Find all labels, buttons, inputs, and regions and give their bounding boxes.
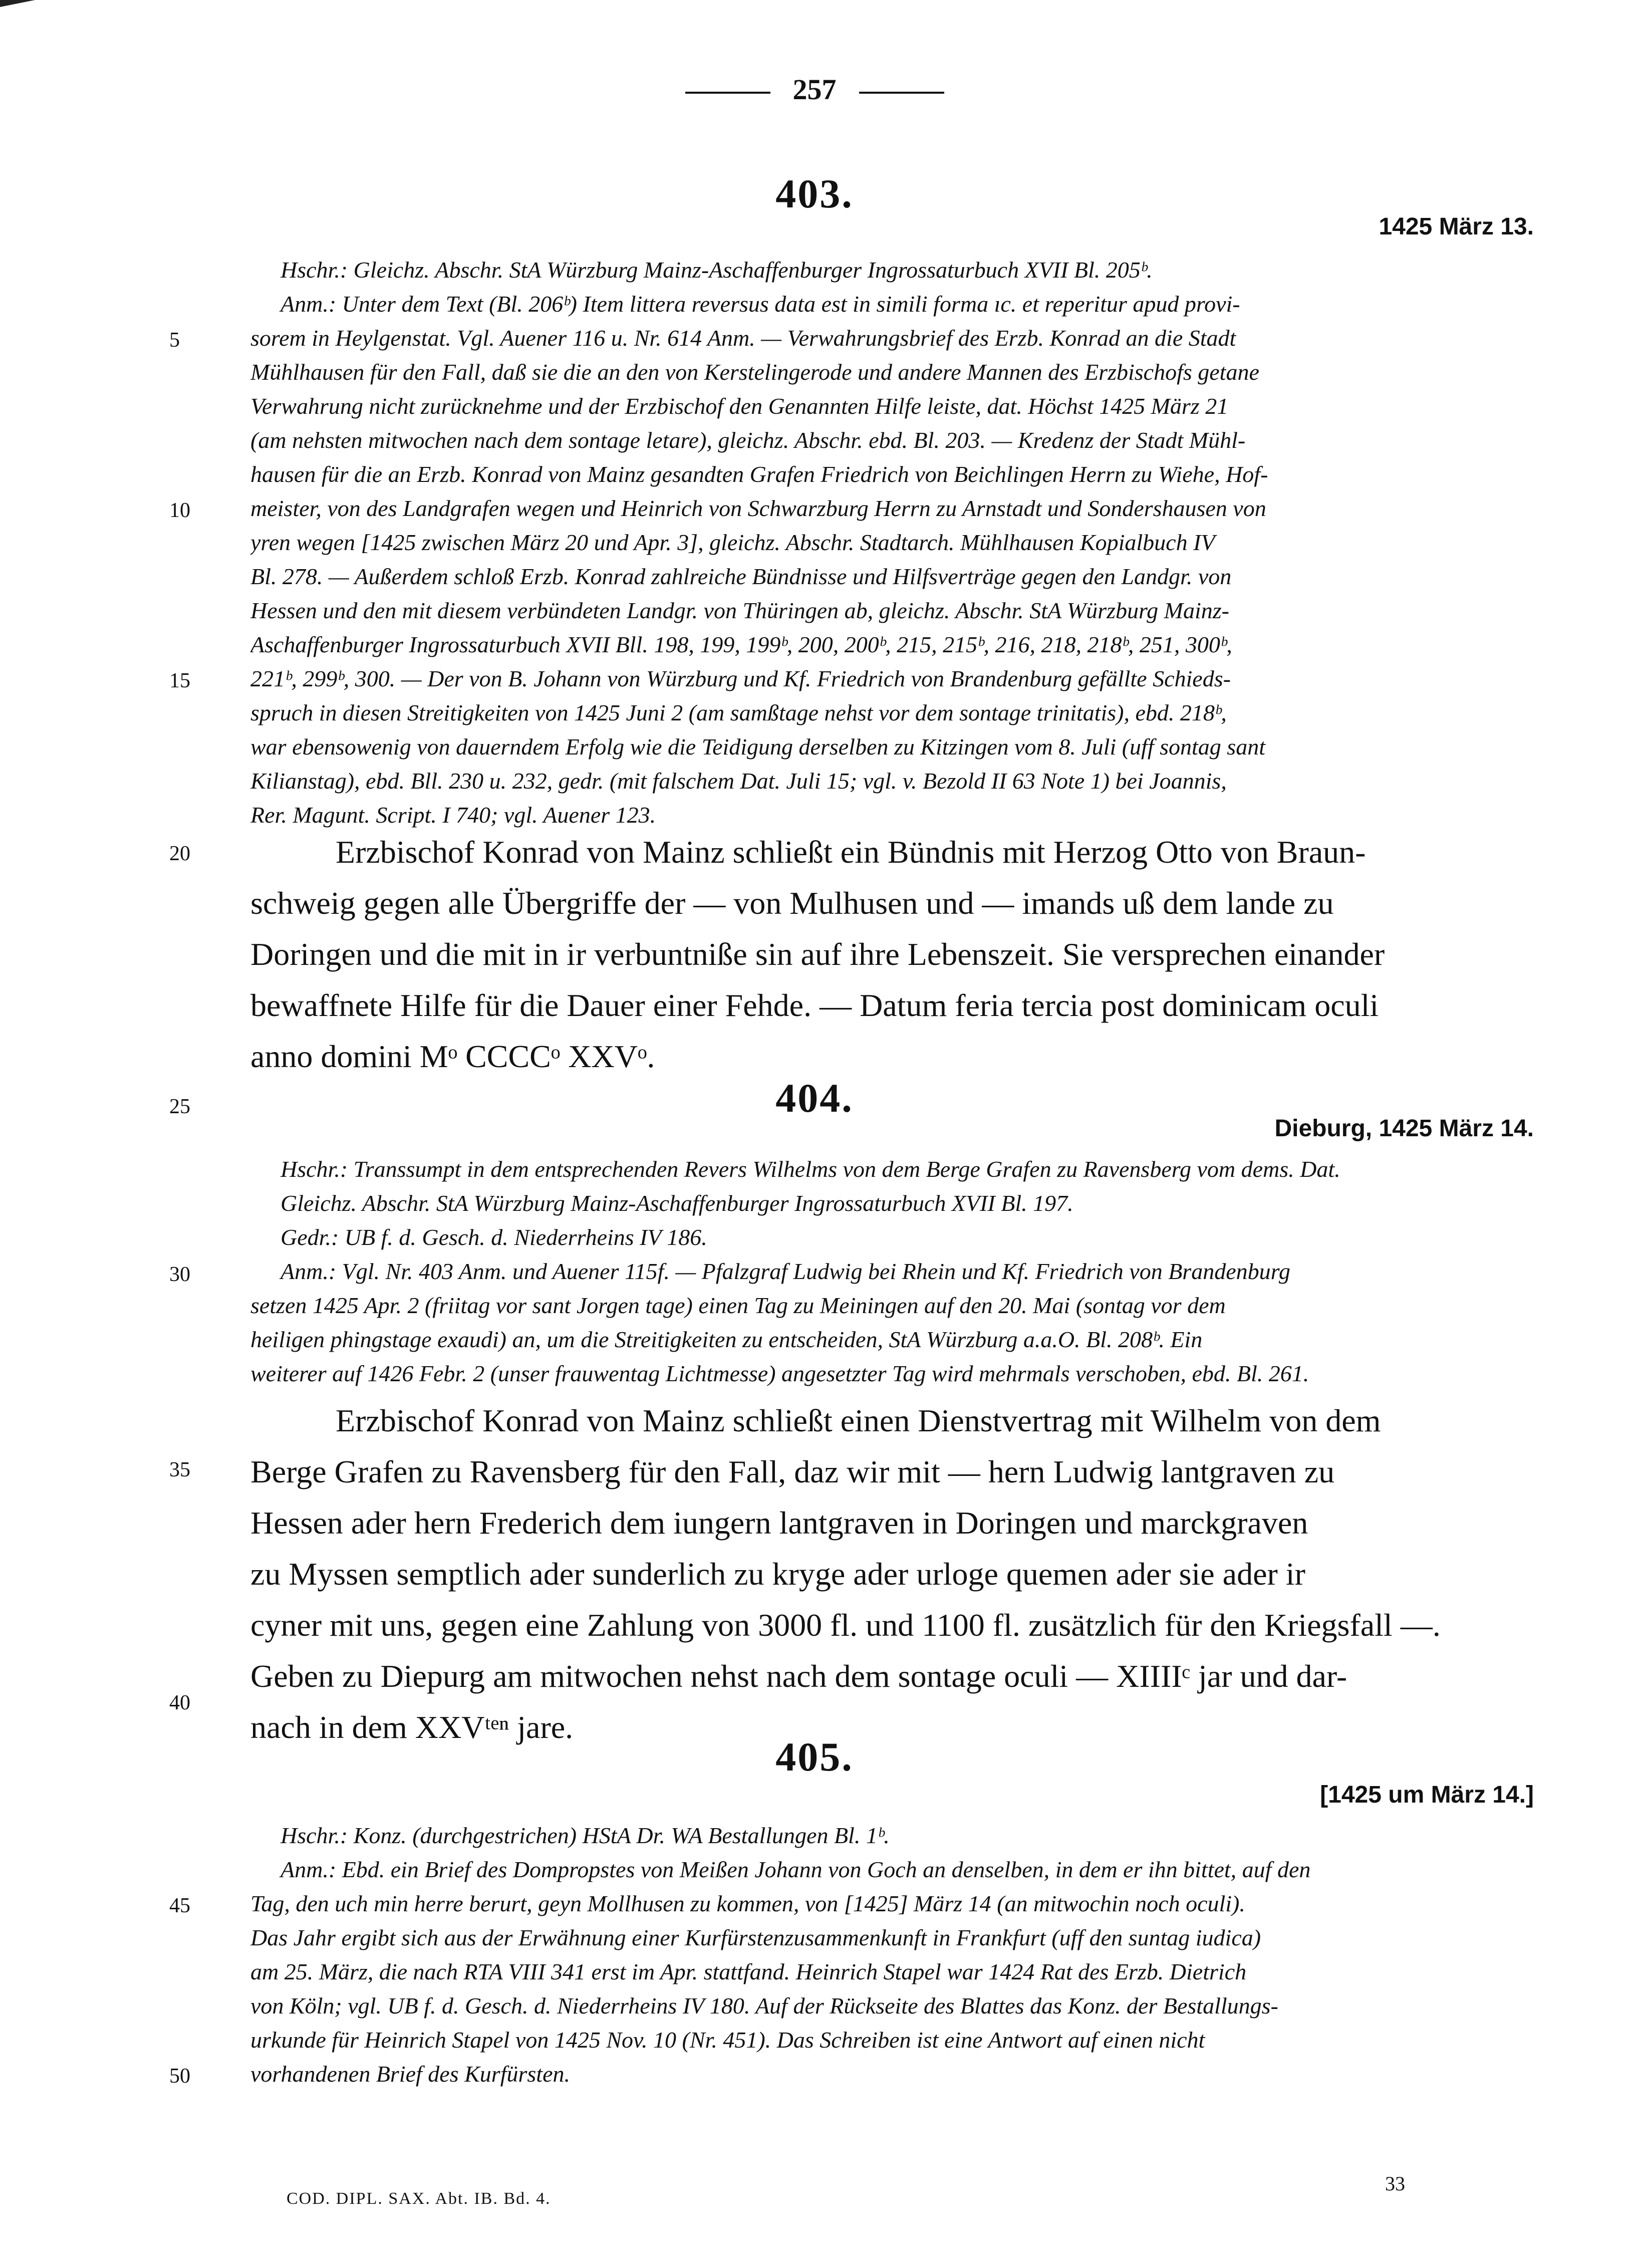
note-line: meister, von des Landgrafen wegen und Heinrich von Schwarzburg Herrn zu Arnstadt und Sondershausen von bbox=[250, 495, 1266, 521]
regest-line: Hessen ader hern Frederich dem iungern lantgraven in Doringen und marckgraven bbox=[250, 1505, 1308, 1541]
note-line: hausen für die an Erzb. Konrad von Mainz gesandten Grafen Friedrich von Beichlingen Herrn zu Wiehe, Hof- bbox=[250, 461, 1268, 487]
note-line: Gleichz. Abschr. StA Würzburg Mainz-Aschaffenburger Ingrossaturbuch XVII Bl. 197. bbox=[281, 1190, 1073, 1216]
margin-line-number: 45 bbox=[169, 1894, 190, 1917]
note-line: Verwahrung nicht zurücknehme und der Erzbischof den Genannten Hilfe leiste, dat. Höchst 1425 März 21 bbox=[250, 393, 1229, 419]
note-line: von Köln; vgl. UB f. d. Gesch. d. Niederrheins IV 180. Auf der Rückseite des Blattes das Konz. der Bestallungs- bbox=[250, 1993, 1278, 2019]
header-rule-right bbox=[859, 92, 944, 94]
note-line: setzen 1425 Apr. 2 (friitag vor sant Jorgen tage) einen Tag zu Meiningen auf den 20. Mai (sontag vor dem bbox=[250, 1293, 1226, 1318]
footer-series-title: COD. DIPL. SAX. Abt. IB. Bd. 4. bbox=[287, 2189, 551, 2208]
margin-line-number: 50 bbox=[169, 2065, 190, 2088]
doc-regest bbox=[250, 1395, 1563, 1753]
note-line: Hschr.: Gleichz. Abschr. StA Würzburg Mainz-Aschaffenburger Ingrossaturbuch XVII Bl. 205ᵇ. bbox=[281, 257, 1153, 283]
margin-line-number: 15 bbox=[169, 669, 190, 692]
page-header bbox=[0, 73, 1629, 106]
regest-line: bewaffnete Hilfe für die Dauer einer Fehde. — Datum feria tercia post dominicam oculi bbox=[250, 987, 1379, 1023]
doc-regest bbox=[250, 827, 1563, 1082]
regest-line: anno domini Mᵒ CCCCᵒ XXVᵒ. bbox=[250, 1039, 655, 1074]
margin-line-number: 30 bbox=[169, 1263, 190, 1286]
doc-notes bbox=[250, 1819, 1563, 2091]
doc-notes bbox=[250, 253, 1563, 832]
regest-line: Doringen und die mit in ir verbuntniße sin auf ihre Lebenszeit. Sie versprechen einander bbox=[250, 936, 1385, 972]
margin-line-number: 25 bbox=[169, 1095, 190, 1118]
doc-number: 404. bbox=[775, 1075, 854, 1121]
note-line: 221ᵇ, 299ᵇ, 300. — Der von B. Johann von Würzburg und Kf. Friedrich von Brandenburg gefällte Schieds- bbox=[250, 666, 1231, 691]
doc-date: Dieburg, 1425 März 14. bbox=[1274, 1115, 1534, 1142]
margin-line-number: 20 bbox=[169, 842, 190, 865]
doc-notes bbox=[250, 1152, 1563, 1391]
margin-line-number: 35 bbox=[169, 1458, 190, 1481]
doc-number: 405. bbox=[775, 1734, 854, 1780]
note-line: vorhandenen Brief des Kurfürsten. bbox=[250, 2061, 570, 2087]
scan-edge-mark bbox=[0, 0, 35, 7]
note-line: spruch in diesen Streitigkeiten von 1425 Juni 2 (am samßtage nehst vor dem sontage trinitatis), ebd. 218ᵇ, bbox=[250, 700, 1227, 725]
note-line: Hschr.: Transsumpt in dem entsprechenden Revers Wilhelms von dem Berge Grafen zu Ravensberg vom dems. Dat. bbox=[281, 1156, 1340, 1182]
footer-signature-mark: 33 bbox=[1385, 2172, 1405, 2195]
note-line: Rer. Magunt. Script. I 740; vgl. Auener 123. bbox=[250, 802, 656, 828]
note-line: Kilianstag), ebd. Bll. 230 u. 232, gedr. (mit falschem Dat. Juli 15; vgl. v. Bezold II 63 Note 1) bei Joannis, bbox=[250, 768, 1227, 794]
note-line: Aschaffenburger Ingrossaturbuch XVII Bll. 198, 199, 199ᵇ, 200, 200ᵇ, 215, 215ᵇ, 216, 218, 218ᵇ, 251, 300ᵇ, bbox=[250, 632, 1232, 657]
note-line: am 25. März, die nach RTA VIII 341 erst im Apr. stattfand. Heinrich Stapel war 1424 Rat des Erzb. Dietrich bbox=[250, 1959, 1247, 1984]
note-line: Hessen und den mit diesem verbündeten Landgr. von Thüringen ab, gleichz. Abschr. StA Würzburg Mainz- bbox=[250, 598, 1229, 623]
doc-date: 1425 März 13. bbox=[1379, 213, 1534, 240]
doc-number: 403. bbox=[775, 171, 854, 216]
regest-line: nach in dem XXVᵗᵉⁿ jare. bbox=[250, 1709, 574, 1745]
regest-line: Berge Grafen zu Ravensberg für den Fall, daz wir mit — hern Ludwig lantgraven zu bbox=[250, 1454, 1335, 1489]
note-line: Gedr.: UB f. d. Gesch. d. Niederrheins IV 186. bbox=[281, 1224, 707, 1250]
regest-line: cyner mit uns, gegen eine Zahlung von 3000 fl. und 1100 fl. zusätzlich für den Kriegsfall —. bbox=[250, 1607, 1441, 1643]
margin-line-number: 40 bbox=[169, 1691, 190, 1714]
note-line: Bl. 278. — Außerdem schloß Erzb. Konrad zahlreiche Bündnisse und Hilfsverträge gegen den Landgr. von bbox=[250, 564, 1232, 589]
note-line: (am nehsten mitwochen nach dem sontage letare), gleichz. Abschr. ebd. Bl. 203. — Kredenz der Stadt Mühl- bbox=[250, 427, 1246, 453]
regest-line: schweig gegen alle Übergriffe der — von Mulhusen und — imands uß dem lande zu bbox=[250, 885, 1334, 921]
note-line: Mühlhausen für den Fall, daß sie die an den von Kerstelingerode und andere Mannen des Erzbischofs getane bbox=[250, 359, 1259, 385]
regest-line: Erzbischof Konrad von Mainz schließt einen Dienstvertrag mit Wilhelm von dem bbox=[336, 1403, 1381, 1438]
note-line: urkunde für Heinrich Stapel von 1425 Nov. 10 (Nr. 451). Das Schreiben ist eine Antwort auf einen nicht bbox=[250, 2027, 1205, 2053]
regest-line: zu Myssen semptlich ader sunderlich zu kryge ader urloge quemen ader sie ader ir bbox=[250, 1556, 1305, 1592]
regest-line: Erzbischof Konrad von Mainz schließt ein Bündnis mit Herzog Otto von Braun- bbox=[336, 834, 1366, 870]
note-line: Tag, den uch min herre berurt, geyn Mollhusen zu kommen, von [1425] März 14 (an mitwochin noch oculi). bbox=[250, 1891, 1245, 1916]
page-number: 257 bbox=[792, 73, 837, 106]
note-line: Hschr.: Konz. (durchgestrichen) HStA Dr. WA Bestallungen Bl. 1ᵇ. bbox=[281, 1823, 890, 1848]
note-line: war ebensowenig von dauerndem Erfolg wie die Teidigung derselben zu Kitzingen vom 8. Juli (uff sontag sant bbox=[250, 734, 1265, 760]
note-line: Anm.: Ebd. ein Brief des Dompropstes von Meißen Johann von Goch an denselben, in dem er ihn bittet, auf den bbox=[281, 1857, 1311, 1882]
note-line: Anm.: Vgl. Nr. 403 Anm. und Auener 115f. — Pfalzgraf Ludwig bei Rhein und Kf. Friedrich von Brandenburg bbox=[281, 1258, 1290, 1284]
note-line: heiligen phingstage exaudi) an, um die Streitigkeiten zu entscheiden, StA Würzburg a.a.O. Bl. 208ᵇ. Ein bbox=[250, 1327, 1203, 1352]
note-line: Anm.: Unter dem Text (Bl. 206ᵇ) Item littera reversus data est in simili forma ıc. et reperitur apud provi- bbox=[281, 291, 1240, 317]
note-line: weiterer auf 1426 Febr. 2 (unser frauwentag Lichtmesse) angesetzter Tag wird mehrmals verschoben, ebd. Bl. 261. bbox=[250, 1361, 1309, 1386]
header-rule-left bbox=[685, 92, 770, 94]
doc-date: [1425 um März 14.] bbox=[1320, 1782, 1534, 1808]
margin-line-number: 5 bbox=[169, 329, 180, 352]
note-line: sorem in Heylgenstat. Vgl. Auener 116 u. Nr. 614 Anm. — Verwahrungsbrief des Erzb. Konrad an die Stadt bbox=[250, 325, 1236, 351]
note-line: Das Jahr ergibt sich aus der Erwähnung einer Kurfürstenzusammenkunft in Frankfurt (uff den suntag iudica) bbox=[250, 1925, 1261, 1950]
note-line: yren wegen [1425 zwischen März 20 und Apr. 3], gleichz. Abschr. Stadtarch. Mühlhausen Kopialbuch IV bbox=[250, 530, 1215, 555]
margin-line-number: 10 bbox=[169, 499, 190, 522]
regest-line: Geben zu Diepurg am mitwochen nehst nach dem sontage oculi — XIIIIᶜ jar und dar- bbox=[250, 1658, 1347, 1694]
